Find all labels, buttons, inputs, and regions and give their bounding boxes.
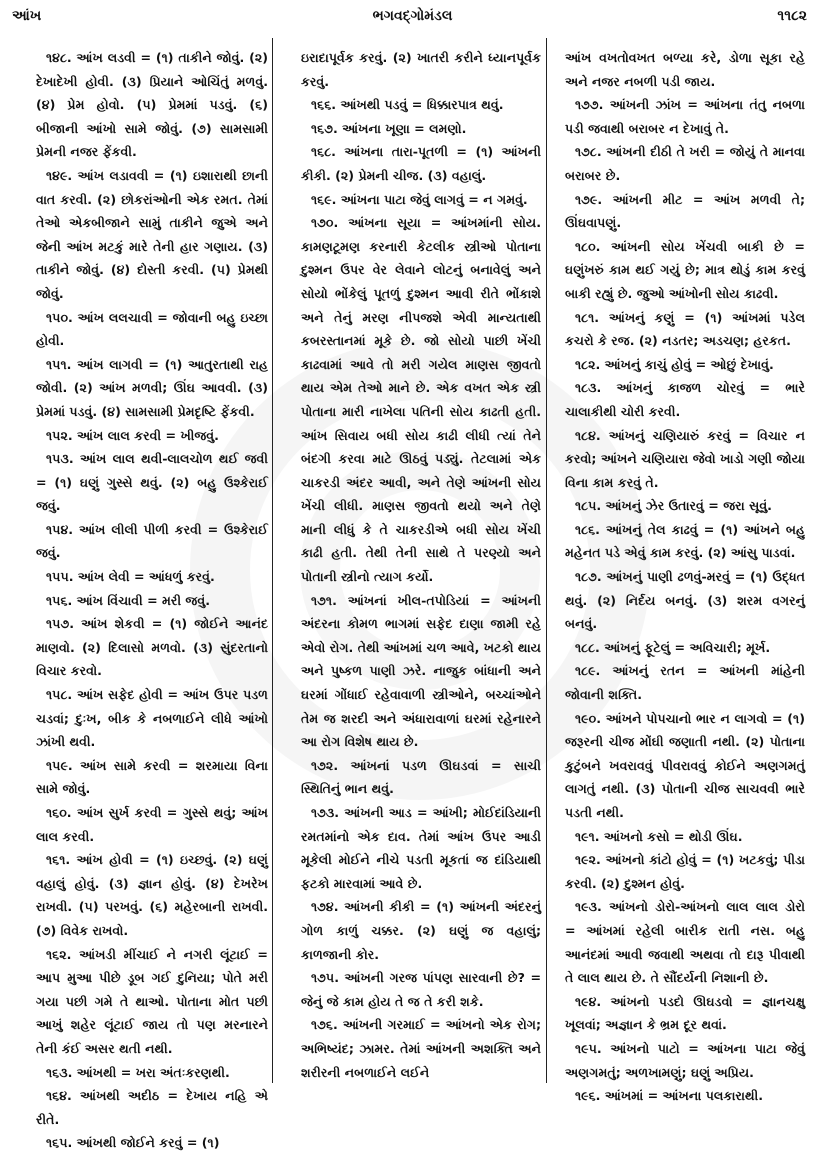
dictionary-entry: ૧૫૧. આંખ લાગવી = (૧) આતુરતાથી રાહ જોવી. (૨) આંખ મળવી; ઊંઘ આવવી. (૩) પ્રેમમાં પડવું. (૪) સામસામી પ્રેમદૃષ્ટિ ફેંકવી. <box>36 356 268 419</box>
dictionary-entry: ૧૯૦. આંખને પોપચાનો ભાર ન લાગવો = (૧) જરૂરની ચીજ મોંઘી જણાતી નથી. (૨) પોતાના કુટુંબને ખવરાવવું પીવરાવવું કોઈને અણગમતું લાગતું નથી. (૩) પોતાની ચીજ સાચવવી ભારે પડતી નથી. <box>565 710 805 820</box>
dictionary-entry: ૧૭૩. આંખની આડ = આંખી; મોઈદાંડિયાની રમતમાંનો એક દાવ. તેમાં આંખ ઉપર આડી મૂકેલી મોઈને નીચે પડતી મૂકતાં જ દાંડિયાથી ફટકો મારવામાં આવે છે. <box>301 805 541 891</box>
dictionary-entry: ૧૪૮. આંખ લડવી = (૧) તાકીને જોવું. (૨) દેખાદેખી હોવી. (૩) પ્રિયાને ઓચિંતું મળવું. (૪) પ્રેમ હોવો. (૫) પ્રેમમાં પડવું. (૬) બીજાની આંખો સામે જોવું. (૭) સામસામી પ્રેમની નજર ફેંકવી. <box>36 50 268 160</box>
dictionary-entry: ૧૫૫. આંખ લેવી = આંધળું કરવું. <box>46 569 215 585</box>
column-2 <box>301 46 541 1082</box>
dictionary-entry: ૧૬૬. આંખથી પડવું = ધિક્કારપાત્ર થવું. <box>311 97 504 113</box>
dictionary-entry: ૧૭૫. આંખની ગરજ પાંપણ સારવાની છે? = જેનું જે કામ હોય તે જ તે કરી શકે. <box>301 970 541 1009</box>
dictionary-entry: ૧૯૬. આંખમાં = આંખના પલકારાથી. <box>575 1088 764 1104</box>
dictionary-entry: ૧૪૯. આંખ લડાવવી = (૧) ઇશારાથી છાની વાત કરવી. (૨) છોકરાંઓની એક રમત. તેમાં તેઓ એકબીજાને સામું તાકીને જુએ અને જેની આંખ મટકું મારે તેની હાર ગણાય. (૩) તાકીને જોવું. (૪) દોસ્તી કરવી. (૫) પ્રેમથી જોવું. <box>36 167 268 301</box>
dictionary-entry: ૧૬૩. આંખથી = ખરા અંતઃકરણથી. <box>46 1064 230 1080</box>
entry-continuation: આંખ વખતોવખત બળ્યા કરે, ડોળા સૂકા રહે અને નજર નબળી પડી જાય. <box>565 50 805 89</box>
dictionary-entry: ૧૮૫. આંખનું ઝેર ઉતારવું = જરા સૂવું. <box>575 498 772 514</box>
dictionary-entry: ૧૬૭. આંખના ખૂણા = લમણો. <box>311 120 467 136</box>
dictionary-entry: ૧૭૬. આંખની ગરમાઈ = આંખનો એક રોગ; અભિષ્યંદ; ઝામર. તેમાં આંખની અશક્તિ અને શરીરની નબળાઈને લઈને <box>301 1017 541 1080</box>
page-number: ૧૧૮૨ <box>777 8 807 24</box>
column-3 <box>565 46 805 1104</box>
dictionary-entry: ૧૯૨. આંખનો કાંટો હોવું = (૧) ખટકવું; પીડા કરવી. (૨) દુશ્મન હોવું. <box>565 852 805 891</box>
dictionary-entry: ૧૯૧. આંખનો કસો = થોડી ઊંઘ. <box>575 828 743 844</box>
dictionary-entry: ૧૬૯. આંખના પાટા જેવું લાગવું = ન ગમવું. <box>311 191 528 207</box>
dictionary-entry: ૧૫૦. આંખ લલચાવી = જોવાની બહુ ઇચ્છા હોવી. <box>36 309 268 349</box>
dictionary-entry: ૧૭૭. આંખની ઝાંખ = આંખના તંતુ નબળા પડી જવાથી બરાબર ન દેખાવું તે. <box>565 97 805 136</box>
dictionary-entry: ૧૫૨. આંખ લાલ કરવી = ખીજવું. <box>46 427 219 443</box>
dictionary-entry: ૧૯૫. આંખનો પાટો = આંખના પાટા જેવું અણગમતું; અળખામણું; ઘણું અપ્રિય. <box>565 1040 805 1080</box>
dictionary-entry: ૧૬૮. આંખના તારા-પૂતળી = (૧) આંખની કીકી. (૨) પ્રેમની ચીજ. (૩) વહાલું. <box>301 144 541 183</box>
dictionary-entry: ૧૫૬. આંખ વિંચાવી = મરી જવું. <box>46 592 210 608</box>
dictionary-entry: ૧૮૯. આંખનું રતન = આંખની માંહેની જોવાની શક્તિ. <box>565 663 805 703</box>
dictionary-entry: ૧૯૩. આંખનો ડોરો-આંખનો લાલ લાલ ડોરો = આંખમાં રહેલી બારીક રાતી નસ. બહુ આનંદમાં આવી જવાથી અથવા તો દારૂ પીવાથી તે લાલ થાય છે. તે સૌંદર્યની નિશાની છે. <box>565 899 805 986</box>
dictionary-entry: ૧૮૧. આંખનું કણું = (૧) આંખમાં પડેલ કચરો કે રજ. (૨) નડતર; અડચણ; હરકત. <box>565 309 805 349</box>
dictionary-entry: ૧૭૯. આંખની મીટ = આંખ મળવી તે; ઊંઘવાપણું. <box>565 191 805 231</box>
running-head-word: આંખ <box>12 8 42 24</box>
dictionary-entry: ૧૭૪. આંખની કીકી = (૧) આંખની અંદરનું ગોળ કાળું ચક્કર. (૨) ઘણું જ વહાલું; કાળજાની કોર. <box>301 899 541 962</box>
dictionary-entry: ૧૭૧. આંખનાં ખીલ-તપોડિયાં = આંખની અંદરના કોમળ ભાગમાં સફેદ દાણા જામી રહે એવો રોગ. તેથી આંખમાં ચળ આવે, ખટકો થાય અને પુષ્કળ પાણી ઝરે. નાજુક બાંધાની અને ઘરમાં ગોંધાઈ રહેવાવાળી સ્ત્રીઓને, બચ્ચાંઓને તેમ જ શરદી અને અંધારાવાળાં ઘરમાં રહેનારને આ રોગ વિશેષ થાય છે. <box>301 592 541 750</box>
dictionary-entry: ૧૫૪. આંખ લીલી પીળી કરવી = ઉશ્કેરાઈ જવું. <box>36 521 268 561</box>
dictionary-entry: ૧૫૯. આંખ સામે કરવી = શરમાયા વિના સામે જોવું. <box>36 757 268 797</box>
dictionary-entry: ૧૮૮. આંખનું ફૂટેલું = અવિચારી; મૂર્ખ. <box>575 639 771 655</box>
dictionary-entry: ૧૮૨. આંખનું કાચું હોવું = ઓછું દેખાવું. <box>575 356 774 372</box>
dictionary-entry: ૧૮૬. આંખનું તેલ કાઢવું = (૧) આંખને બહુ મહેનત પડે એવું કામ કરવું. (૨) આંસુ પાડવાં. <box>565 521 805 561</box>
entry-continuation: ઇરાદાપૂર્વક કરવું. (૨) ખાતરી કરીને ધ્યાનપૂર્વક કરવું. <box>301 50 541 89</box>
dictionary-entry: ૧૫૩. આંખ લાલ થવી-લાલચોળ થઈ જવી = (૧) ઘણું ગુસ્સે થવું. (૨) બહુ ઉશ્કેરાઈ જવું. <box>36 451 268 514</box>
dictionary-entry: ૧૬૪. આંખથી અદીઠ = દેખાય નહિ એ રીતે. <box>36 1088 268 1127</box>
dictionary-entry: ૧૮૦. આંખની સોય ખેંચવી બાકી છે = ઘણુંખરું કામ થઈ ગયું છે; માત્ર થોડું કામ કરવું બાકી રહ્યું છે. જુઓ આંખોની સોય કાઢવી. <box>565 238 805 301</box>
dictionary-entry: ૧૮૭. આંખનું પાણી ઢળવું-મરવું = (૧) ઉદ્ધત થવું. (૨) નિર્દય બનવું. (૩) શરમ વગરનું બનવું. <box>565 569 805 632</box>
dictionary-entry: ૧૬૦. આંખ સુર્ખ કરવી = ગુસ્સે થવું; આંખ લાલ કરવી. <box>36 805 268 844</box>
dictionary-entry: ૧૭૨. આંખનાં પડળ ઊઘડવાં = સાચી સ્થિતિનું ભાન થવું. <box>301 757 541 797</box>
column-1 <box>36 46 268 1151</box>
dictionary-entry: ૧૫૭. આંખ શેકવી = (૧) જોઈને આનંદ માણવો. (૨) દિલાસો મળવો. (૩) સુંદરતાનો વિચાર કરવો. <box>36 616 268 679</box>
dictionary-entry: ૧૫૮. આંખ સફેદ હોવી = આંખ ઉપર પડળ ચડવાં; દુઃખ, બીક કે નબળાઈને લીધે આંખો ઝાંખી થવી. <box>36 687 268 750</box>
dictionary-entry: ૧૬૨. આંખડી મીંચાઈ ને નગરી લૂંટાઈ = આપ મુઆ પીછે ડૂબ ગઈ દુનિયા; પોતે મરી ગયા પછી ગમે તે થાઓ. પોતાના મોત પછી આખું શહેર લૂંટાઈ જાય તો પણ મરનારને તેની કંઈ અસર થતી નથી. <box>36 946 268 1056</box>
dictionary-entry: ૧૬૫. આંખથી જોઈને કરવું = (૧) <box>46 1135 220 1151</box>
dictionary-entry: ૧૮૩. આંખનું કાજળ ચોરવું = ભારે ચાલાકીથી ચોરી કરવી. <box>565 380 805 419</box>
dictionary-entry: ૧૬૧. આંખ હોવી = (૧) ઇચ્છવું. (૨) ઘણું વહાલું હોવું. (૩) જ્ઞાન હોવું. (૪) દેખરેખ રાખવી. (૫) પરખવું. (૬) મહેરબાની રાખવી. (૭) વિવેક રાખવો. <box>36 852 268 938</box>
dictionary-entry: ૧૯૪. આંખનો પડદો ઊઘડવો = જ્ઞાનચક્ષુ ખૂલવાં; અજ્ઞાન કે ભ્રમ દૂર થવાં. <box>565 993 805 1033</box>
dictionary-entry: ૧૮૪. આંખનું ચણિયારું કરવું = વિચાર ન કરવો; આંખને ચણિયારા જેવો ખાડો ગણી જોયા વિના કામ કરવું તે. <box>565 427 805 490</box>
column-divider-2 <box>546 38 547 1083</box>
dictionary-entry: ૧૭૮. આંખની દીઠી તે ખરી = જોયું તે માનવા બરાબર છે. <box>565 144 805 183</box>
column-divider-1 <box>272 38 273 1083</box>
book-title: ભગવદ્ગોમંડલ <box>372 8 453 24</box>
dictionary-entry: ૧૭૦. આંખના સૂયા = આંખમાંની સોય. કામણટૂમણ કરનારી કેટલીક સ્ત્રીઓ પોતાના દુશ્મન ઉપર વેર લેવાને લોટનું બનાવેલું અને સોયો ભોંકેલું પૂતળું દુશ્મન આવી રીતે ભોંકાશે અને તેનું મરણ નીપજશે એવી માન્યતાથી કબરસ્તાનમાં મૂકે છે. જો સોયો પાછી ખેંચી કાઢવામાં આવે તો મરી ગયેલ માણસ જીવતો થાય એમ તેઓ માને છે. એક વખત એક સ્ત્રી પોતાના મારી નાખેલા પતિની સોય કાઢતી હતી. આંખ સિવાય બધી સોય કાઢી લીધી ત્યાં તેને બંદગી કરવા માટે ઊઠવું પડ્યું. તેટલામાં એક ચાકરડી અંદર આવી, અને તેણે આંખની સોય ખેંચી લીધી. માણસ જીવતો થયો અને તેણે માની લીધું કે તે ચાકરડીએ બધી સોય ખેંચી કાઢી હતી. તેથી તેની સાથે તે પરણ્યો અને પોતાની સ્ત્રીનો ત્યાગ કર્યો. <box>301 215 541 585</box>
page-header <box>0 0 825 30</box>
